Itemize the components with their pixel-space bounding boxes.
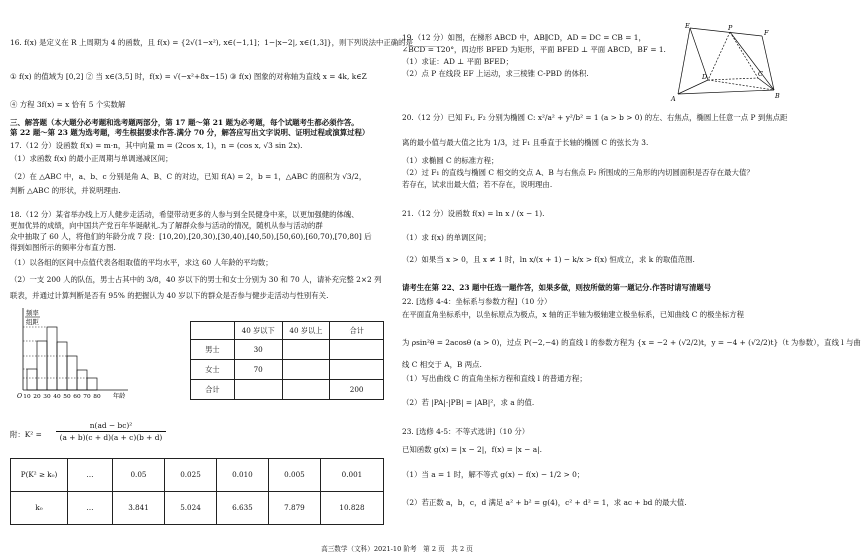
ct-cell: 合计 <box>191 380 235 400</box>
q23-line4: （2）若正数 a，b，c，d 满足 a² + b² = g(4)，c² + d² = 1，求 ac + bd 的最大值. <box>402 498 687 507</box>
q19-line2: ∠BCD = 120°，四边形 BFED 为矩形，平面 BFED ⊥ 平面 ABCD，BF = 1. <box>402 45 666 54</box>
hist-bar-30-40 <box>47 327 57 390</box>
q21-line3: （2）如果当 x > 0，且 x ≠ 1 时，ln x/(x + 1) − k/x > f(x) 恒成立，求 k 的取值范围. <box>402 255 695 264</box>
q21-line1: 21.（12 分）设函数 f(x) = ln x / (x − 1). <box>402 209 545 218</box>
q19-line1: 19.（12 分）如图，在梯形 ABCD 中，AB∥CD，AD = DC = CB = 1， <box>402 33 646 42</box>
hist-origin: O <box>17 393 23 400</box>
kt-cell: 0.005 <box>268 459 320 492</box>
page-footer: 高三数学（文科）2021-10 阶考 第 2 页 共 2 页 <box>321 545 473 553</box>
ct-cell: 男士 <box>191 340 235 360</box>
kt-cell: 6.635 <box>216 492 268 525</box>
q22-line1: 22. [选修 4-4：坐标系与参数方程]（10 分） <box>402 297 552 306</box>
q20-line3: （1）求椭圆 C 的标准方程； <box>402 156 499 165</box>
edge-EF <box>690 28 762 36</box>
hist-tick: 20 <box>33 394 41 400</box>
ct-cell <box>282 340 330 360</box>
hist-tick: 80 <box>93 394 101 400</box>
q19-line4: （2）点 P 在线段 EF 上运动，求三棱锥 C-PBD 的体积. <box>402 69 589 78</box>
q16-line3: ④ 方程 3f(x) = x 恰有 5 个实数解 <box>10 100 126 109</box>
edge-AE <box>678 28 690 94</box>
kt-cell: 7.879 <box>268 492 320 525</box>
formula-denominator: (a + b)(c + d)(a + c)(b + d) <box>59 433 163 442</box>
ct-cell <box>330 360 384 380</box>
q22-line6: （2）若 |PA|·|PB| = |AB|²，求 a 的值. <box>402 398 535 407</box>
hist-bar-60-70 <box>77 370 87 390</box>
label-D: D <box>702 73 708 81</box>
q20-line2: 离的最小值与最大值之比为 1/3，过 F₁ 且垂直于长轴的椭圆 C 的弦长为 3. <box>402 138 649 147</box>
edge-AB <box>678 90 774 94</box>
age-histogram <box>10 306 170 402</box>
hist-bar-10-20 <box>27 369 37 390</box>
hist-tick: 40 <box>53 394 61 400</box>
q20-line4: （2）过 F₁ 的直线与椭圆 C 相交的交点 A、B 与右焦点 F₂ 所围成的三角形的内切圆面积是否存在最大值？ <box>402 168 754 177</box>
critical-value-table <box>10 458 384 525</box>
q23-line2: 已知函数 g(x) = |x − 2|，f(x) = |x − a|. <box>402 445 542 454</box>
ct-cell <box>282 360 330 380</box>
edge-PD <box>708 32 730 80</box>
ct-cell <box>234 380 282 400</box>
kt-cell: 5.024 <box>164 492 216 525</box>
trapezoid-figure <box>670 22 784 104</box>
q18-line3: 众中抽取了 60 人，将他们的年龄分成 7 段：[10,20),[20,30),[30,40),[40,50),[50,60),[60,70),[70,80] 后 <box>10 232 372 241</box>
k2-formula <box>10 421 210 449</box>
ct-header: 40 岁以上 <box>282 322 330 340</box>
kt-cell: 0.025 <box>164 459 216 492</box>
edge-PC <box>730 32 758 78</box>
hist-bar-70-80 <box>87 378 97 390</box>
q17-line2: （1）求函数 f(x) 的最小正周期与单调递减区间； <box>10 154 173 163</box>
q19-line3: （1）求证：AD ⊥ 平面 BFED； <box>402 57 513 66</box>
label-P: P <box>728 24 733 32</box>
ct-header: 合计 <box>330 322 384 340</box>
contingency-table <box>190 321 384 400</box>
q18-line4: 得到如图所示的频率分布直方图. <box>10 243 116 252</box>
ct-cell: 70 <box>234 360 282 380</box>
q18-line6: （2）一支 200 人的队伍，男士占其中的 3/8，40 岁以下的男士和女士分别为 30 和 70 人，请补充完整 2×2 列 <box>10 275 382 284</box>
hist-ylabel-top: 频率 <box>26 309 39 317</box>
label-E: E <box>685 22 690 30</box>
section3-title: 三、解答题（本大题分必考题和选考题两部分，第 17 题～第 21 题为必考题，每个试题考生都必须作答。 <box>10 118 359 127</box>
hist-tick: 30 <box>43 394 51 400</box>
choose-note: 请考生在第 22、23 题中任选一题作答，如果多做，则按所做的第一题记分.作答时请写清题号 <box>402 283 712 292</box>
q17-line4: 判断 △ABC 的形状，并说明理由. <box>10 186 121 195</box>
hist-tick: 70 <box>83 394 91 400</box>
q16-line1: 16. f(x) 是定义在 R 上周期为 4 的函数，且 f(x) = {2√(1−x²), x∈(−1,1]；1−|x−2|, x∈(1,3]}，则下列说法中正确的是________ <box>10 38 443 47</box>
q20-line5: 若存在，试求出最大值；若不存在，说明理由. <box>402 180 553 189</box>
kt-cell: 0.010 <box>216 459 268 492</box>
hist-bar-20-30 <box>37 341 47 390</box>
q22-line4: 线 C 相交于 A，B 两点. <box>402 360 482 369</box>
ct-cell <box>330 340 384 360</box>
hist-tick: 50 <box>63 394 71 400</box>
q18-line5: （1）以各组的区间中点值代表各组取值的平均水平，求这 60 人年龄的平均数； <box>10 258 273 267</box>
q22-line3: 为 ρsin²θ = 2acosθ (a > 0)，过点 P(−2,−4) 的直线 l 的参数方程为 {x = −2 + (√2/2)t，y = −4 + (√2/2)t}（t 为参数），直线 l 与曲 <box>402 338 861 347</box>
hist-tick: 10 <box>23 394 31 400</box>
label-B: B <box>775 92 780 100</box>
label-C: C <box>758 70 763 78</box>
hist-xlabel: 年龄 <box>113 393 126 400</box>
kt-cell: … <box>68 459 113 492</box>
q22-line5: （1）写出曲线 C 的直角坐标方程和直线 l 的普通方程； <box>402 374 587 383</box>
q20-line1: 20.（12 分）已知 F₁, F₂ 分别为椭圆 C: x²/a² + y²/b² = 1 (a > b > 0) 的左、右焦点，椭圆上任意一点 P 到焦点距 <box>402 113 788 122</box>
kt-cell: … <box>68 492 113 525</box>
kt-cell: 3.841 <box>113 492 165 525</box>
kt-cell: 10.828 <box>320 492 383 525</box>
q23-line1: 23. [选修 4-5：不等式选讲]（10 分） <box>402 427 530 436</box>
kt-cell: P(K² ≥ k₀) <box>11 459 68 492</box>
ct-header: 40 岁以下 <box>234 322 282 340</box>
q18-line7: 联表，并通过计算判断是否有 95% 的把握认为 40 岁以下的群众是否参与健步走活动与性别有关. <box>10 291 329 300</box>
q23-line3: （1）当 a = 1 时，解不等式 g(x) − f(x) − 1/2 > 0； <box>402 470 585 479</box>
section3-title2: 第 22 题～第 23 题为选考题，考生根据要求作答.满分 70 分，解答应写出文字说明、证明过程或演算过程） <box>10 128 370 137</box>
q18-line1: 18.（12 分）某省举办线上万人健步走活动，希望带动更多的人参与到全民健身中来，以更加强健的体魄、 <box>10 210 359 219</box>
edge-AD <box>678 80 708 94</box>
formula-prefix: 附：K² = <box>10 430 42 439</box>
label-F: F <box>764 29 769 37</box>
ct-cell: 30 <box>234 340 282 360</box>
edge-DB <box>708 80 774 90</box>
q17-line3: （2）在 △ABC 中，a、b、c 分别是角 A、B、C 的对边，已知 f(A) = 2，b = 1，△ABC 的面积为 √3/2， <box>10 172 367 181</box>
kt-cell: 0.001 <box>320 459 383 492</box>
q17-line1: 17.（12 分）设函数 f(x) = m·n，其中向量 m = (2cos x, 1)，n = (cos x, √3 sin 2x). <box>10 141 303 150</box>
q21-line2: （1）求 f(x) 的单调区间； <box>402 233 491 242</box>
edge-DC <box>708 78 758 80</box>
kt-cell: k₀ <box>11 492 68 525</box>
hist-bar-40-50 <box>57 342 67 390</box>
ct-cell: 200 <box>330 380 384 400</box>
hist-ylabel-bottom: 组距 <box>26 318 39 326</box>
kt-cell: 0.05 <box>113 459 165 492</box>
q16-line2: ① f(x) 的值域为 [0,2] ② 当 x∈(3,5] 时，f(x) = √(−x²+8x−15) ③ f(x) 图象的对称轴为直线 x = 4k, k∈Z <box>10 72 367 81</box>
q18-line2: 更加优异的成绩，向中国共产党百年华诞献礼.为了解群众参与活动的情况，随机从参与活动的群 <box>10 221 323 230</box>
ct-header <box>191 322 235 340</box>
ct-cell: 女士 <box>191 360 235 380</box>
hist-bar-50-60 <box>67 356 77 390</box>
hist-tick: 60 <box>73 394 81 400</box>
formula-numerator: n(ad − bc)² <box>56 421 166 432</box>
q22-line2: 在平面直角坐标系中，以坐标原点为极点，x 轴的正半轴为极轴建立极坐标系，已知曲线 C 的极坐标方程 <box>402 310 745 319</box>
ct-cell <box>282 380 330 400</box>
label-A: A <box>671 95 676 103</box>
